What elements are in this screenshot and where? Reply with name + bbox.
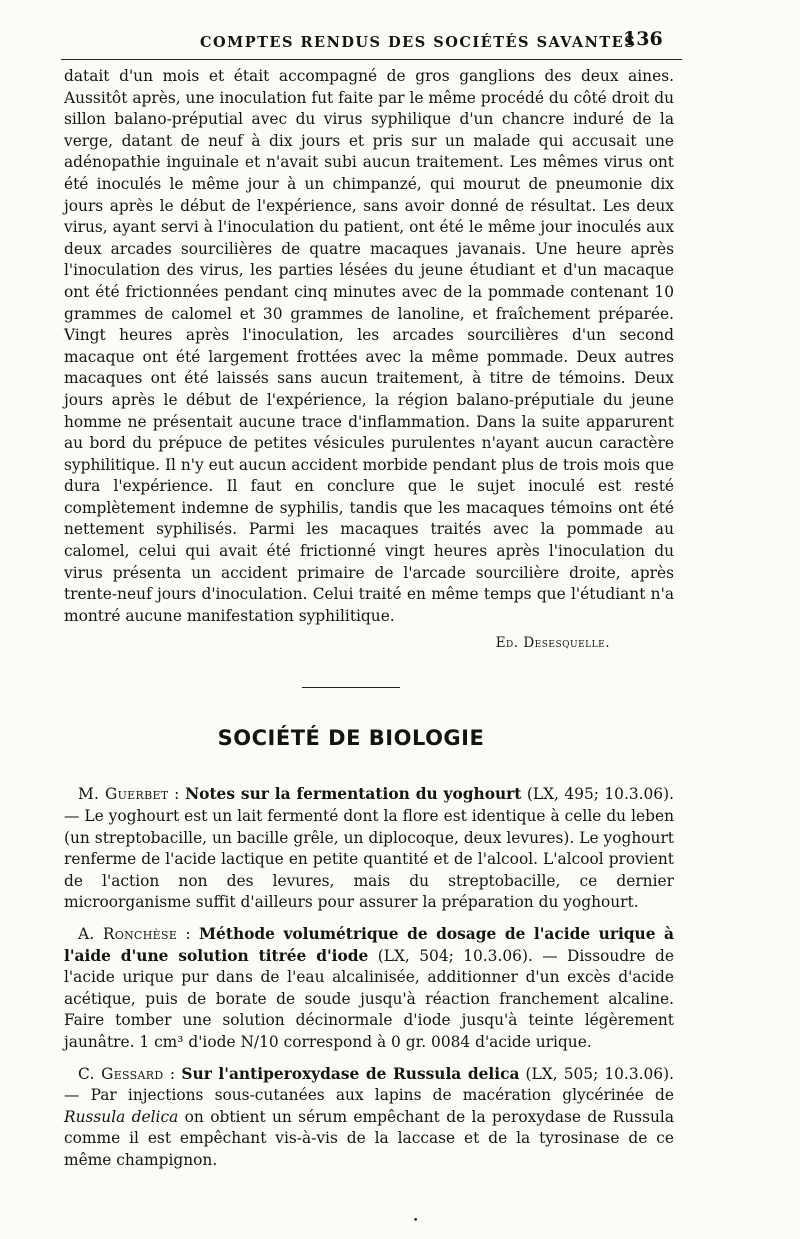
abstract-entry	[64, 784, 674, 914]
signature: Ed. Desesquelle.	[495, 635, 610, 652]
entry-text: Par injections sous-cutanées aux lapins de macération glycérinée de	[90, 1086, 674, 1105]
entry-title: Sur l'antiperoxydase de Russula delica	[181, 1064, 520, 1083]
text-column	[64, 66, 674, 1182]
section-divider	[302, 687, 400, 688]
ornament-dot: •	[413, 1216, 419, 1226]
header-rule	[61, 59, 682, 60]
entry-author: A. Ronchèse :	[78, 925, 191, 943]
page-number: 136	[623, 28, 663, 50]
entry-text: on obtient un sérum empêchant de la peroxydase de Russula comme il est empêchant vis-à-vis de la laccase et de la tyrosinase de ce même champignon.	[64, 1107, 674, 1169]
species-name: Russula delica	[64, 1107, 179, 1126]
abstract-entry	[64, 1064, 674, 1172]
abstract-entry	[64, 924, 674, 1054]
entry-title: Notes sur la fermentation du yoghourt	[185, 785, 522, 804]
section-title: SOCIÉTÉ DE BIOLOGIE	[217, 726, 485, 751]
entry-citation: (LX, 504; 10.3.06). —	[377, 946, 558, 965]
entry-author: C. Gessard :	[78, 1064, 176, 1083]
entry-text: Le yoghourt est un lait fermenté dont la flore est identique à celle du leben (un streptobacille, un bacille grêle, un diplocoque, deux levures). Le yoghourt renferme de l'acide lactique en petite quantité et de l'alcool. L'alcool provient de l'action non des levures, mais du streptobacille, ce dernier microorganisme suffit d'ailleurs pour assurer la préparation du yoghourt.	[64, 807, 674, 912]
entry-author: M. Guerbet :	[78, 785, 180, 804]
entry-citation: (LX, 505; 10.3.06). —	[64, 1064, 674, 1105]
entry-text: Dissoudre de l'acide urique pur dans de l'eau alcalinisée, additionner d'un excès d'acide acétique, puis de borate de soude jusqu'à réaction franchement alcaline. Faire tomber une solution décinormale d'iode jusqu'à teinte légèrement jaunâtre. 1 cm³ d'iode N/10 correspond à 0 gr. 0084 d'acide urique.	[64, 946, 674, 1051]
continuation-paragraph: datait d'un mois et était accompagné de gros ganglions des deux aines. Aussitôt après, une inoculation fut faite par le même procédé du côté droit du sillon balano-préputial avec du virus syphilique d'un chancre induré de la verge, datant de neuf à dix jours et pris sur un malade qui accusait une adénopathie inguinale et n'avait subi aucun traitement. Les mêmes virus ont été inoculés le même jour à un chimpanzé, qui mourut de pneumonie dix jours après le début de l'expérience, sans avoir donné de résultat. Les deux virus, ayant servi à l'inoculation du patient, ont été le même jour inoculés aux deux arcades sourcilières de quatre macaques javanais. Une heure après l'inoculation des virus, les parties lésées du jeune étudiant et d'un macaque ont été frictionnées pendant cinq minutes avec de la pommade contenant 10 grammes de calomel et 30 grammes de lanoline, et fraîchement préparée. Vingt heures après l'inoculation, les arcades sourcilières d'un second macaque ont été largement frottées avec la même pommade. Deux autres macaques ont été laissés sans aucun traitement, à titre de témoins. Deux jours après le début de l'expérience, la région balano-préputiale du jeune homme ne présentait aucune trace d'inflammation. Dans la suite apparurent au bord du prépuce de petites vésicules purulentes n'ayant aucun caractère syphilitique. Il n'y eut aucun accident morbide pendant plus de trois mois que dura l'expérience. Il faut en conclure que le sujet inoculé est resté complètement indemne de syphilis, tandis que les macaques témoins ont été nettement syphilisés. Parmi les macaques traités avec la pommade au calomel, celui qui avait été frictionné vingt heures après l'inoculation du virus présenta un accident primaire de l'arcade sourcilière droite, après trente-neuf jours d'inoculation. Celui traité en même temps que l'étudiant n'a montré aucune manifestation syphilitique.	[64, 67, 674, 625]
entry-title: Méthode volumétrique de dosage de l'acide urique à l'aide d'une solution titrée d'iode	[64, 925, 674, 965]
running-head: COMPTES RENDUS DES SOCIÉTÉS SAVANTES	[200, 34, 637, 51]
entry-citation: (LX, 495; 10.3.06). —	[64, 785, 674, 826]
